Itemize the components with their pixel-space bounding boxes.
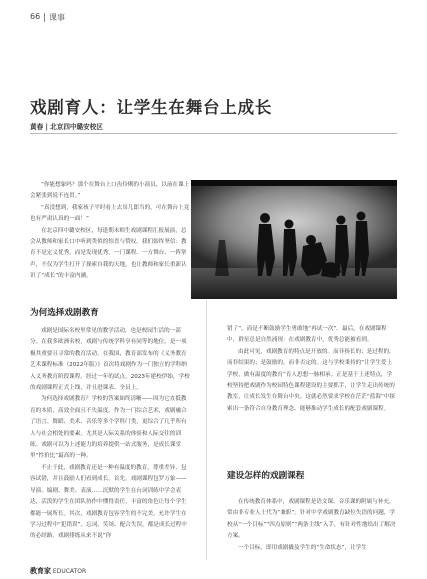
- section-heading: 为何选择戏剧教育: [30, 308, 99, 318]
- body-paragraph: 不止于此，戏剧教育还是一种有温度的教育，尊重差异，包容试错，并且鼓励人们看到成长。首先，戏剧课程包罗万象——导演、编剧、舞美、表演……沉默的学生在台词训练中学会表达，活泼的学生在团队协作中懂得责任，丰富的角色让每个学生都能一展所长。其次，戏剧教育包容学生的不完美，允许学生在学习过程中“犯错误”。忘词、笑场、配合失误，都是成长过程中的必经路。戏剧排练从来不说“你: [30, 464, 187, 540]
- body-paragraph: 由此可见，戏剧教育的特点是开放的。而非扬长的；是过程的，而非结果的；是鼓励的，而非否定的。这与学校秉持的“让学生爱上学校，做有温度的教育”育人思想一脉相承。正是基于上述特点，学校坚持把戏剧作为校园特色课程建设的主要抓手，让学生走出传统的教室，让成长发生在舞台中央。这就必然要求学校在茫茫“蓝海”中探索出一条符合自身教育理念、能够推动学生成长的配套戏剧课程。: [227, 348, 396, 412]
- body-paragraph: 为何选择戏剧教育？学校的答案始终清晰——因为它直抵教育的本质，高效全面且不失温度。作为一门综合艺术，戏剧融合了语言、舞蹈、美术、音乐等多个学科门类，更综合了几乎所有人与社会相处的要素，尤其是人际关系的体验和人际交往的训练。戏剧可以为上述能力的培养提供一站式服务，是成长课堂里“性价比”最高的一种。: [30, 396, 187, 460]
- column-divider: [206, 300, 207, 560]
- header-divider: [44, 13, 45, 22]
- section-heading: 建设怎样的戏剧课程: [227, 471, 305, 481]
- magazine-name-en: EDUCATOR: [52, 568, 87, 575]
- byline: 黄春 | 北京四中璐安校区: [30, 123, 103, 131]
- column-2-text: [227, 324, 397, 415]
- section-category: 课事: [49, 13, 65, 22]
- body-paragraph: 一个目标，即用戏剧撬及学生的“生命状态”，让学生: [238, 544, 367, 551]
- body-paragraph: 戏剧是国际名校里常见的教学活动，也是校园生活的一部分。在我多欧洲名校，戏剧与传统学科享有同等的地位，是一项极其重要且寻常的教育活动。在我国，教育部发布的《义务教育艺术课程标准（2022年版）》首次将戏剧作为一门独立的学科纳入义务教育阶段课程。经过一年的试点，2023年建校伊始，学校的戏剧课程正式上线，并且进课表、全员上。: [30, 328, 190, 392]
- stage-scene-image: [191, 180, 397, 299]
- stage-photo: [191, 180, 397, 299]
- intro-paragraph: “真没想到，我家孩子平时看上去吊儿郎当的，可在舞台上竟也有严肃认真的一面！”: [30, 204, 190, 223]
- body-paragraph: 在传统教育体系中，戏剧课程是语文课、音乐课的附属与补充，常由非专业人士代为“兼职”。针对中学戏剧教育缺位失语的问题，学校从“一个目标”“四点原则”“两条主线”入手，有针对性地给出了解决方案。: [227, 499, 396, 540]
- intro-text: [30, 180, 190, 283]
- magazine-footer: [30, 566, 86, 576]
- intro-paragraph: 在北京四中璐安校区，每逢期末师生戏剧课程汇报展演，总会从教师和家长口中听到类似的惊喜与赞叹。我们始终坚信：教育不是定义优秀，而是发现优秀。一门课程、一方舞台、一阵掌声，不仅为学生打开了探索自我的天地，也让教师和家长重新认识了“成长”的丰富内涵。: [30, 227, 187, 280]
- article-title: 戏剧育人：让学生在舞台上成长: [30, 98, 273, 117]
- magazine-name-cn: 教育家: [30, 567, 51, 575]
- intro-paragraph: “你能想象吗？那个在舞台上口齿伶俐的小演员，以前在课上会紧张到说不连贯。”: [30, 182, 190, 200]
- title-rule: [30, 133, 397, 134]
- body-paragraph: 错了”，而是不断鼓励学生勇敢地“再试一次”。最后，在戏剧课程中，群星总是自然涌现：在戏剧教育中，优秀总能被看到。: [227, 326, 387, 344]
- page-number: 66: [30, 12, 41, 21]
- column-1-text: [30, 326, 190, 543]
- column-2-section-text: [227, 497, 397, 554]
